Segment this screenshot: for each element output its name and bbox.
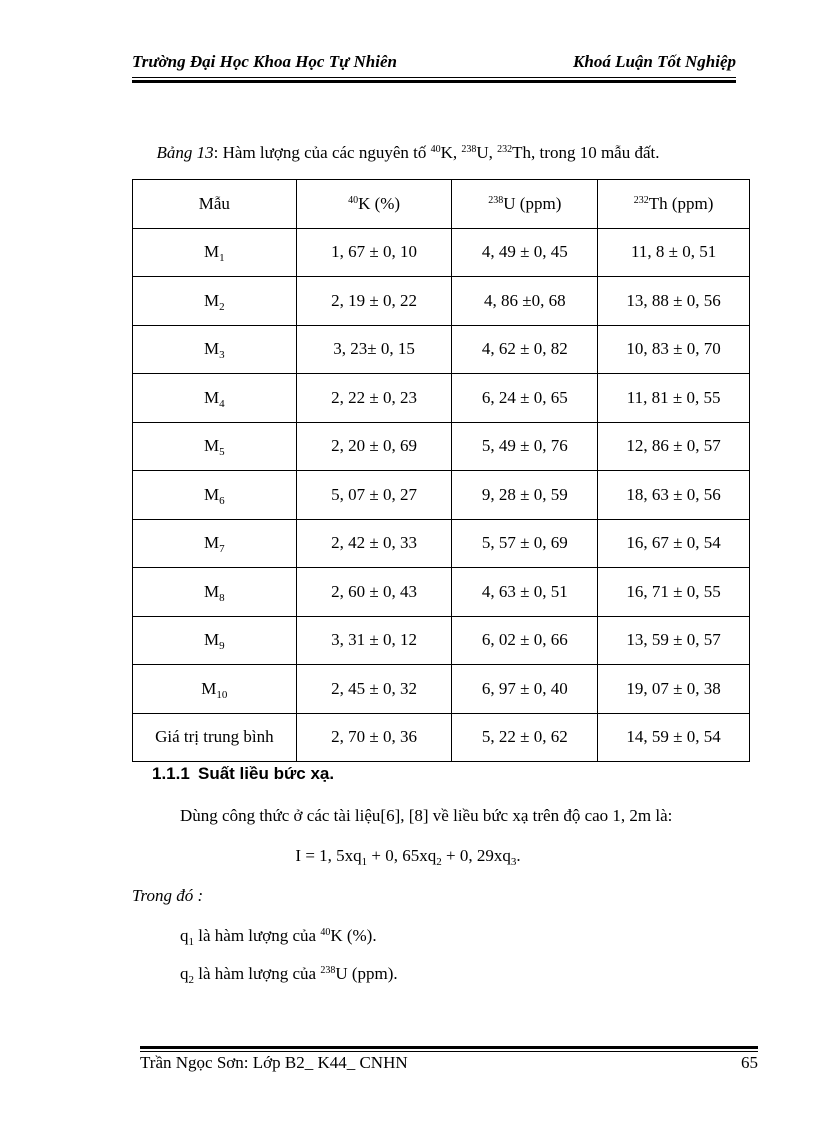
cell-th: 12, 86 ± 0, 57 <box>598 422 750 471</box>
cell-sample <box>133 616 297 665</box>
q2-symbol: q <box>180 964 189 983</box>
table-row <box>133 277 750 326</box>
cell-sample <box>133 471 297 520</box>
where-label: Trong đó : <box>132 886 204 905</box>
sample-index: 1 <box>219 252 225 265</box>
caption-text: : Hàm lượng của các nguyên tố <box>213 143 431 162</box>
sample-name: M <box>204 484 220 504</box>
header-k <box>296 180 452 229</box>
table-caption <box>0 143 816 163</box>
cell-sample <box>133 568 297 617</box>
section-title: Suất liều bức xạ. <box>198 764 335 783</box>
cell-k: 5, 07 ± 0, 27 <box>296 471 452 520</box>
q2-mass: 238 <box>320 965 336 976</box>
q1-mass: 40 <box>320 927 331 938</box>
cell-u: 6, 02 ± 0, 66 <box>452 616 598 665</box>
cell-th: 11, 8 ± 0, 51 <box>598 228 750 277</box>
cell-th: 19, 07 ± 0, 38 <box>598 665 750 714</box>
page-number: 65 <box>741 1053 758 1072</box>
sample-index: 5 <box>219 446 225 459</box>
concentration-table <box>132 179 750 762</box>
q1-tail: K (%). <box>330 926 377 945</box>
q2-definition <box>180 964 398 984</box>
sample-name: M <box>204 436 220 456</box>
caption-k: K, <box>440 143 462 162</box>
q2-tail: U (ppm). <box>335 964 398 983</box>
cell-k: 2, 60 ± 0, 43 <box>296 568 452 617</box>
cell-k: 1, 67 ± 0, 10 <box>296 228 452 277</box>
q2-sub: 2 <box>188 974 194 986</box>
header-k-label: K (%) <box>358 193 401 213</box>
sample-index: 4 <box>219 397 225 410</box>
sample-index: 6 <box>219 494 225 507</box>
caption-label: Bảng 13 <box>156 143 214 162</box>
cell-sample <box>133 665 297 714</box>
header-rule <box>132 77 736 83</box>
table-row <box>133 665 750 714</box>
footer-rule <box>140 1046 758 1052</box>
section-number: 1.1.1 <box>152 764 190 783</box>
cell-sample <box>133 519 297 568</box>
cell-th: 11, 81 ± 0, 55 <box>598 374 750 423</box>
header-th-mass: 232 <box>633 194 649 206</box>
cell-u: 4, 62 ± 0, 82 <box>452 325 598 374</box>
sample-name: Giá trị trung bình <box>155 727 274 747</box>
sample-index: 2 <box>219 300 225 313</box>
header-sample <box>133 180 297 229</box>
cell-u: 4, 63 ± 0, 51 <box>452 568 598 617</box>
page-header <box>132 52 736 78</box>
caption-th-mass: 232 <box>497 144 513 155</box>
cell-th: 18, 63 ± 0, 56 <box>598 471 750 520</box>
header-k-mass: 40 <box>348 194 359 206</box>
cell-k: 2, 19 ± 0, 22 <box>296 277 452 326</box>
sample-name: M <box>204 242 220 262</box>
cell-sample <box>133 713 297 762</box>
cell-th: 16, 67 ± 0, 54 <box>598 519 750 568</box>
section-heading <box>152 764 334 784</box>
cell-th: 10, 83 ± 0, 70 <box>598 325 750 374</box>
header-th <box>598 180 750 229</box>
caption-th: Th, trong 10 mẫu đất. <box>512 143 660 162</box>
sample-name: M <box>204 387 220 407</box>
formula-sub-2: 2 <box>436 856 442 868</box>
caption-u-mass: 238 <box>461 144 477 155</box>
formula-end: . <box>516 846 521 865</box>
sample-name: M <box>201 678 217 698</box>
sample-index: 10 <box>216 688 228 701</box>
header-thesis-type: Khoá Luận Tốt Nghiệp <box>573 52 736 71</box>
cell-u: 4, 49 ± 0, 45 <box>452 228 598 277</box>
caption-u: U, <box>476 143 498 162</box>
cell-th: 13, 59 ± 0, 57 <box>598 616 750 665</box>
cell-u: 5, 57 ± 0, 69 <box>452 519 598 568</box>
sample-name: M <box>204 581 220 601</box>
cell-th: 14, 59 ± 0, 54 <box>598 713 750 762</box>
sample-index: 7 <box>219 543 225 556</box>
formula-part-3: + 0, 29xq <box>441 846 511 865</box>
header-university: Trường Đại Học Khoa Học Tự Nhiên <box>132 52 397 71</box>
cell-k: 2, 70 ± 0, 36 <box>296 713 452 762</box>
footer-author: Trần Ngọc Sơn: Lớp B2_ K44_ CNHN <box>140 1053 408 1072</box>
header-sample-label: Mẫu <box>198 193 230 213</box>
sample-index: 8 <box>219 591 225 604</box>
cell-u: 6, 24 ± 0, 65 <box>452 374 598 423</box>
dose-formula <box>0 846 816 866</box>
table-row <box>133 519 750 568</box>
cell-u: 9, 28 ± 0, 59 <box>452 471 598 520</box>
formula-part-1: I = 1, 5xq <box>295 846 362 865</box>
table-row <box>133 713 750 762</box>
table-row <box>133 616 750 665</box>
table-row <box>133 374 750 423</box>
cell-sample <box>133 228 297 277</box>
sample-name: M <box>204 630 220 650</box>
formula-sub-3: 3 <box>510 856 517 868</box>
body-paragraph: Dùng công thức ở các tài liệu[6], [8] về liều bức xạ trên độ cao 1, 2m là: <box>180 806 673 825</box>
caption-k-mass: 40 <box>430 144 441 155</box>
sample-index: 9 <box>219 640 225 653</box>
cell-sample <box>133 277 297 326</box>
q1-definition <box>180 926 377 946</box>
cell-k: 2, 20 ± 0, 69 <box>296 422 452 471</box>
q2-text: là hàm lượng của <box>194 964 321 983</box>
cell-u: 4, 86 ±0, 68 <box>452 277 598 326</box>
table-row <box>133 325 750 374</box>
cell-k: 2, 45 ± 0, 32 <box>296 665 452 714</box>
header-u-mass: 238 <box>488 194 504 206</box>
table-row <box>133 422 750 471</box>
q1-text: là hàm lượng của <box>194 926 321 945</box>
q1-sub: 1 <box>188 936 194 948</box>
table-row <box>133 228 750 277</box>
cell-k: 3, 23± 0, 15 <box>296 325 452 374</box>
header-u <box>452 180 598 229</box>
table-body <box>133 228 750 762</box>
table-row <box>133 568 750 617</box>
formula-part-2: + 0, 65xq <box>367 846 437 865</box>
cell-k: 3, 31 ± 0, 12 <box>296 616 452 665</box>
sample-name: M <box>204 339 220 359</box>
sample-name: M <box>204 290 220 310</box>
header-th-label: Th (ppm) <box>648 193 714 213</box>
cell-u: 6, 97 ± 0, 40 <box>452 665 598 714</box>
cell-sample <box>133 422 297 471</box>
formula-sub-1: 1 <box>361 856 368 868</box>
cell-sample <box>133 374 297 423</box>
cell-th: 16, 71 ± 0, 55 <box>598 568 750 617</box>
header-u-label: U (ppm) <box>503 193 562 213</box>
cell-sample <box>133 325 297 374</box>
table-header-row <box>133 180 750 229</box>
cell-u: 5, 49 ± 0, 76 <box>452 422 598 471</box>
table-row <box>133 471 750 520</box>
q1-symbol: q <box>180 926 189 945</box>
cell-u: 5, 22 ± 0, 62 <box>452 713 598 762</box>
sample-name: M <box>204 533 220 553</box>
cell-k: 2, 22 ± 0, 23 <box>296 374 452 423</box>
sample-index: 3 <box>219 349 225 362</box>
cell-th: 13, 88 ± 0, 56 <box>598 277 750 326</box>
cell-k: 2, 42 ± 0, 33 <box>296 519 452 568</box>
